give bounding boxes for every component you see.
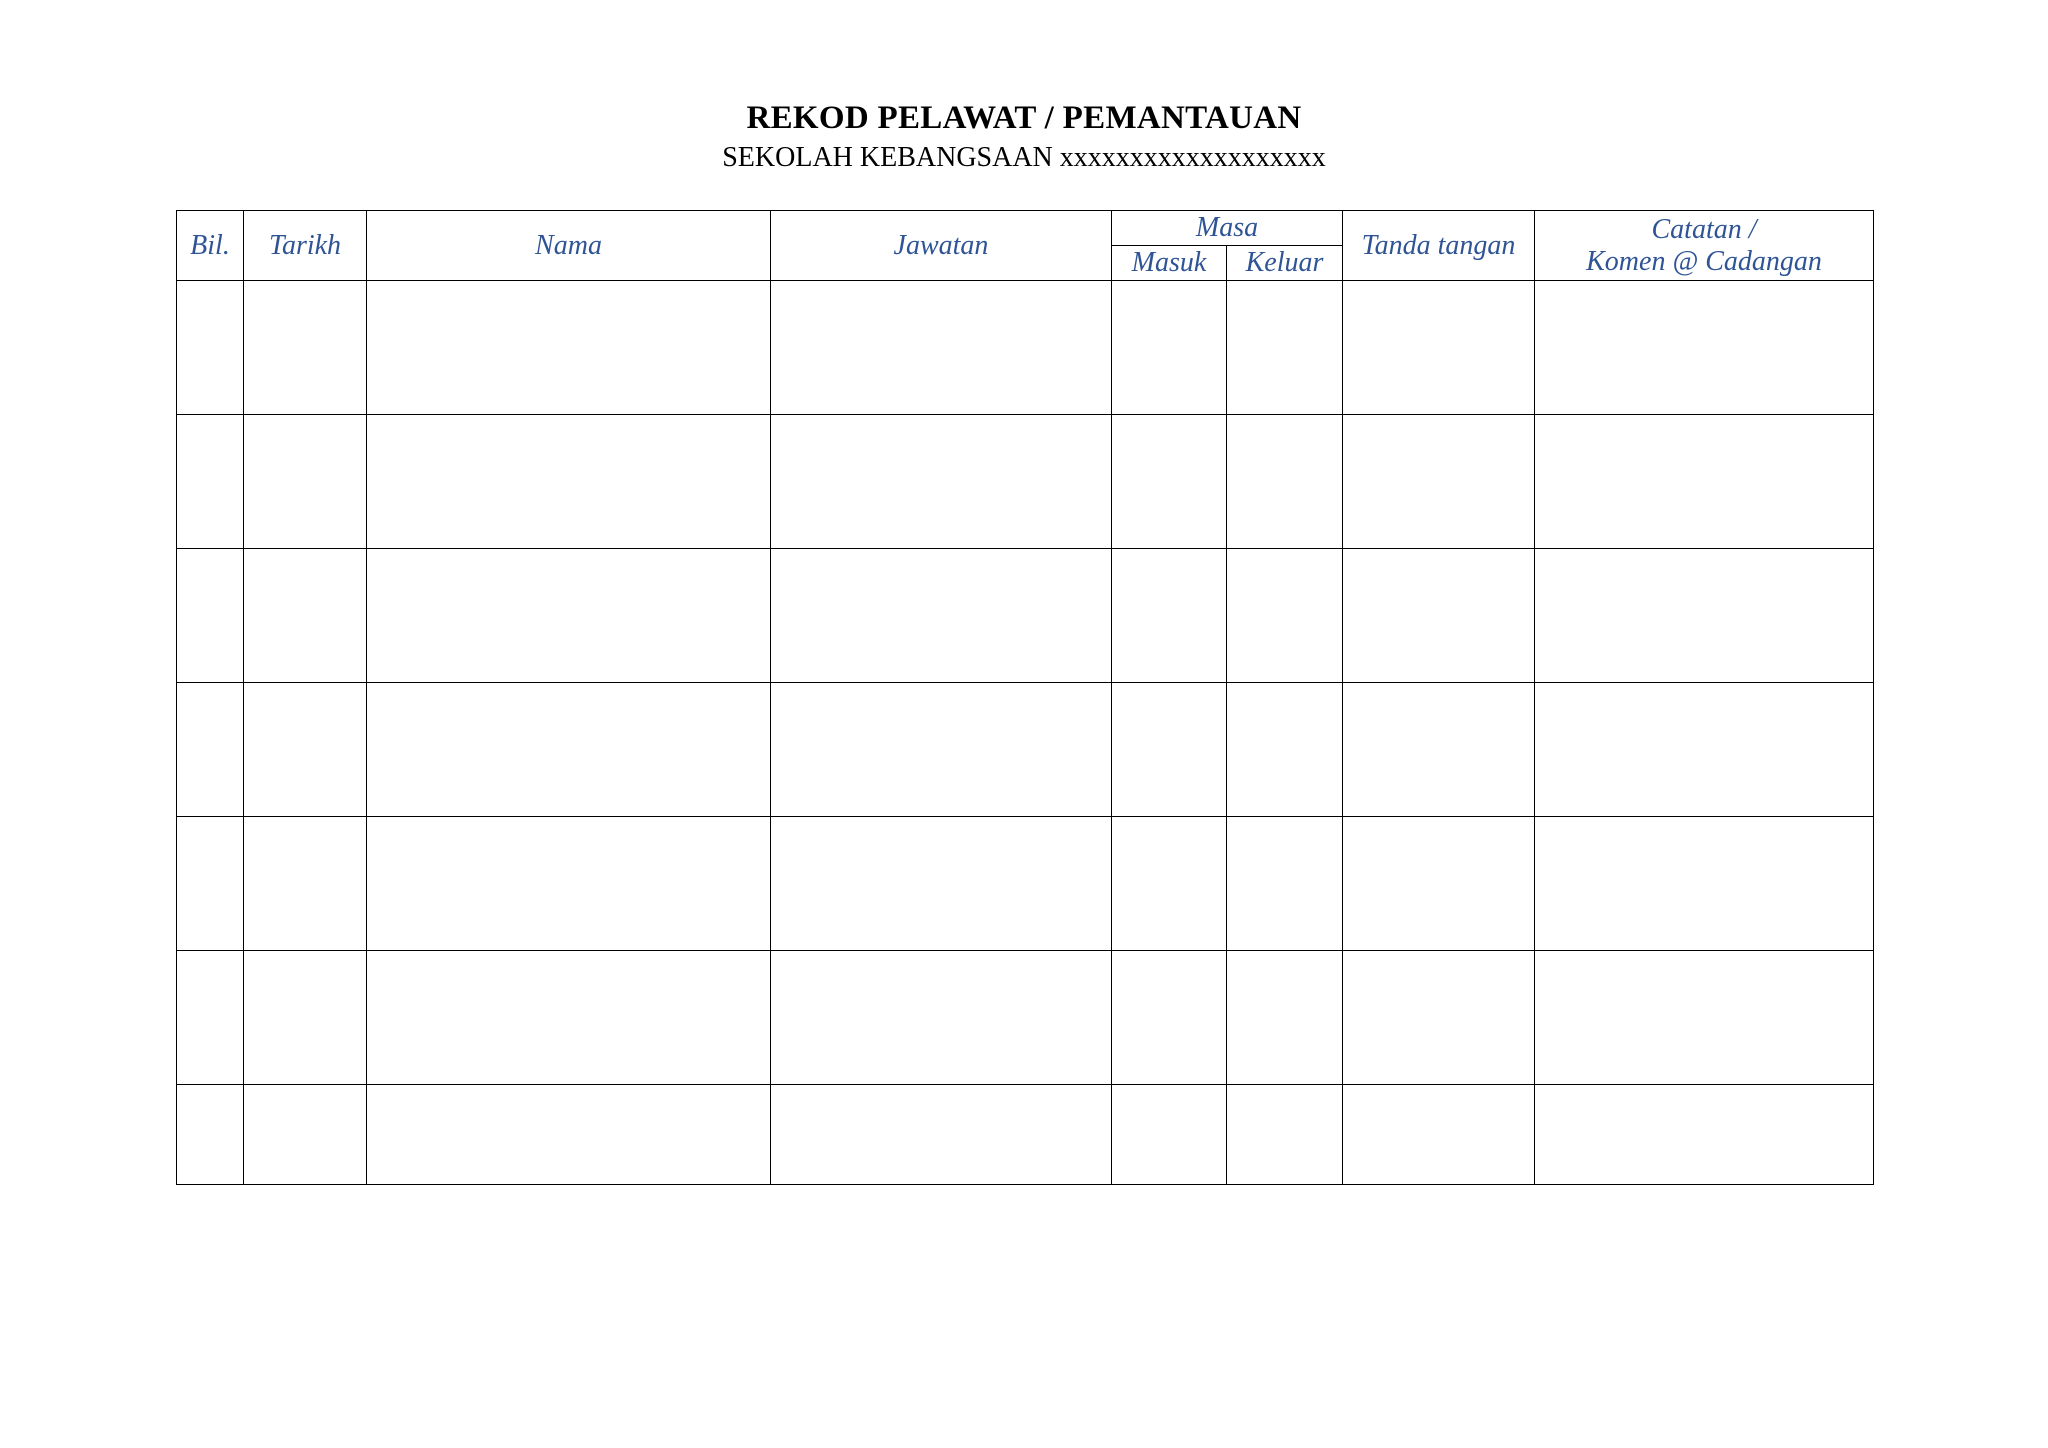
cell-keluar[interactable] [1227, 549, 1343, 683]
cell-masuk[interactable] [1112, 415, 1227, 549]
cell-keluar[interactable] [1227, 415, 1343, 549]
cell-catatan[interactable] [1535, 549, 1874, 683]
cell-tarikh[interactable] [244, 281, 367, 415]
cell-bil[interactable] [177, 1085, 244, 1185]
cell-bil[interactable] [177, 683, 244, 817]
cell-masuk[interactable] [1112, 1085, 1227, 1185]
cell-jawatan[interactable] [771, 415, 1112, 549]
cell-catatan[interactable] [1535, 281, 1874, 415]
cell-tanda-tangan[interactable] [1343, 281, 1535, 415]
cell-bil[interactable] [177, 549, 244, 683]
cell-keluar[interactable] [1227, 951, 1343, 1085]
cell-tanda-tangan[interactable] [1343, 1085, 1535, 1185]
cell-masuk[interactable] [1112, 281, 1227, 415]
header-tanda-tangan: Tanda tangan [1343, 211, 1535, 281]
cell-jawatan[interactable] [771, 683, 1112, 817]
header-keluar: Keluar [1227, 246, 1343, 281]
cell-tarikh[interactable] [244, 549, 367, 683]
header-catatan-line1: Catatan / [1651, 213, 1757, 245]
cell-catatan[interactable] [1535, 683, 1874, 817]
cell-nama[interactable] [367, 281, 771, 415]
cell-catatan[interactable] [1535, 415, 1874, 549]
cell-tarikh[interactable] [244, 683, 367, 817]
cell-masuk[interactable] [1112, 951, 1227, 1085]
header-catatan-line2: Komen @ Cadangan [1586, 245, 1822, 277]
table-row [177, 817, 1874, 951]
cell-nama[interactable] [367, 817, 771, 951]
cell-nama[interactable] [367, 549, 771, 683]
cell-tarikh[interactable] [244, 817, 367, 951]
cell-keluar[interactable] [1227, 281, 1343, 415]
table-row [177, 683, 1874, 817]
cell-bil[interactable] [177, 817, 244, 951]
table-row [177, 281, 1874, 415]
header-bil: Bil. [177, 211, 244, 281]
cell-keluar[interactable] [1227, 683, 1343, 817]
cell-catatan[interactable] [1535, 1085, 1874, 1185]
header-jawatan: Jawatan [771, 211, 1112, 281]
cell-keluar[interactable] [1227, 1085, 1343, 1185]
cell-nama[interactable] [367, 951, 771, 1085]
visitor-log-table [176, 210, 1874, 1185]
cell-jawatan[interactable] [771, 1085, 1112, 1185]
cell-jawatan[interactable] [771, 817, 1112, 951]
cell-nama[interactable] [367, 1085, 771, 1185]
cell-catatan[interactable] [1535, 951, 1874, 1085]
cell-jawatan[interactable] [771, 281, 1112, 415]
cell-jawatan[interactable] [771, 951, 1112, 1085]
cell-tanda-tangan[interactable] [1343, 415, 1535, 549]
cell-masuk[interactable] [1112, 817, 1227, 951]
cell-tarikh[interactable] [244, 415, 367, 549]
cell-tanda-tangan[interactable] [1343, 951, 1535, 1085]
table-row [177, 1085, 1874, 1185]
document-subtitle: SEKOLAH KEBANGSAAN xxxxxxxxxxxxxxxxxxx [722, 142, 1326, 173]
document-title: REKOD PELAWAT / PEMANTAUAN [746, 100, 1302, 136]
cell-tarikh[interactable] [244, 951, 367, 1085]
table-row [177, 415, 1874, 549]
header-masa: Masa [1112, 211, 1343, 246]
cell-masuk[interactable] [1112, 683, 1227, 817]
cell-nama[interactable] [367, 415, 771, 549]
cell-tanda-tangan[interactable] [1343, 549, 1535, 683]
header-masuk: Masuk [1112, 246, 1227, 281]
table-row [177, 951, 1874, 1085]
table-row [177, 549, 1874, 683]
cell-bil[interactable] [177, 951, 244, 1085]
cell-masuk[interactable] [1112, 549, 1227, 683]
header-catatan [1535, 211, 1874, 281]
cell-nama[interactable] [367, 683, 771, 817]
header-tarikh: Tarikh [244, 211, 367, 281]
cell-bil[interactable] [177, 415, 244, 549]
cell-catatan[interactable] [1535, 817, 1874, 951]
cell-keluar[interactable] [1227, 817, 1343, 951]
cell-tarikh[interactable] [244, 1085, 367, 1185]
cell-tanda-tangan[interactable] [1343, 817, 1535, 951]
cell-tanda-tangan[interactable] [1343, 683, 1535, 817]
cell-bil[interactable] [177, 281, 244, 415]
cell-jawatan[interactable] [771, 549, 1112, 683]
header-nama: Nama [367, 211, 771, 281]
